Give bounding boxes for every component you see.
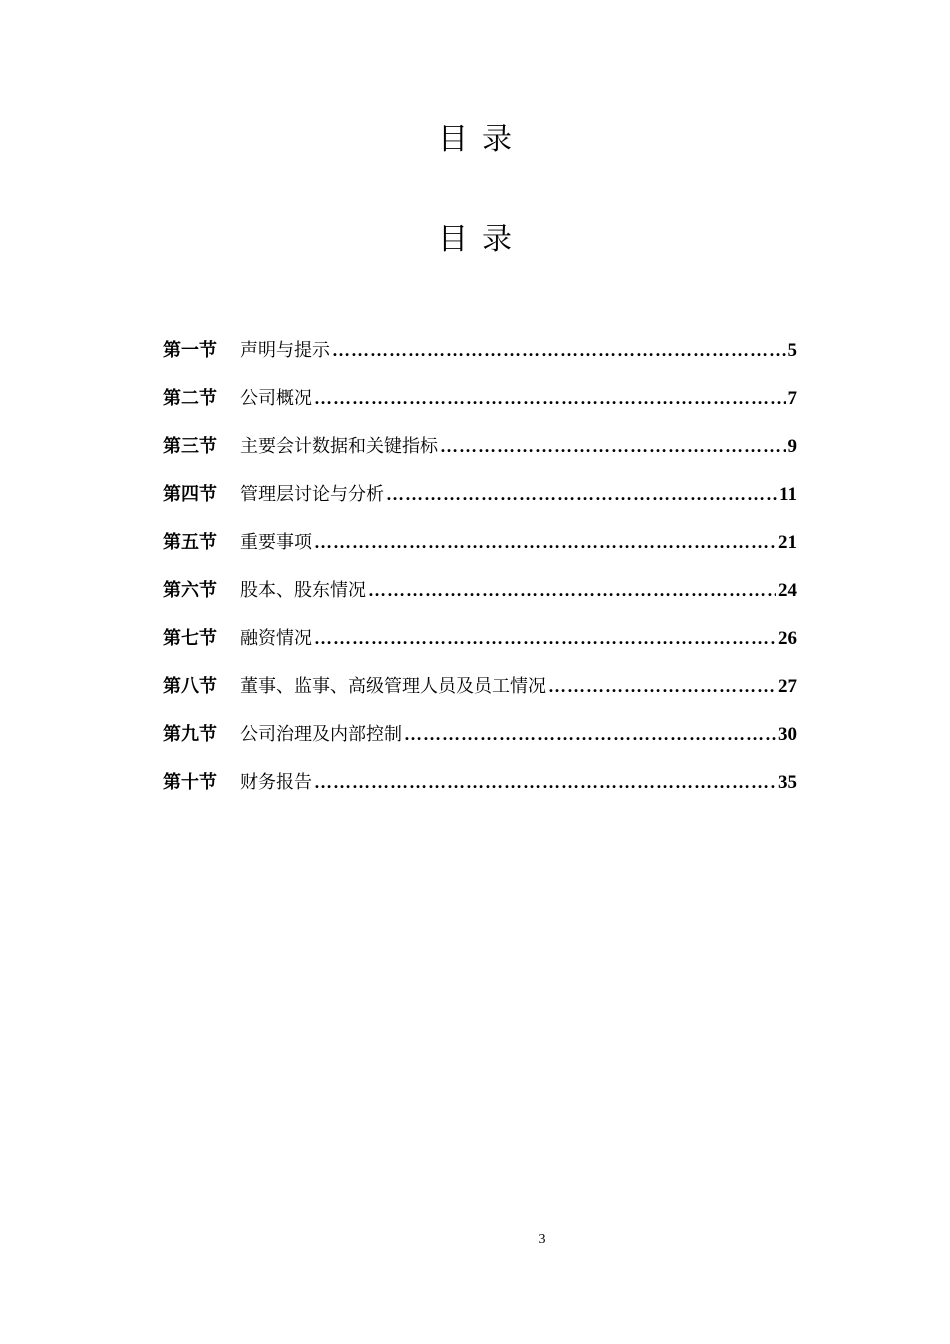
toc-heading: 重要事项	[240, 532, 312, 553]
toc-page-number: 30	[778, 724, 797, 745]
toc-heading: 声明与提示	[240, 340, 330, 361]
toc-entry-7[interactable]	[163, 625, 797, 673]
toc-leader-dots	[386, 481, 777, 507]
toc-heading: 财务报告	[240, 772, 312, 793]
toc-entry-2[interactable]	[163, 385, 797, 433]
toc-entry-5[interactable]	[163, 529, 797, 577]
toc-section-label: 第二节	[163, 388, 217, 409]
toc-leader-dots	[314, 625, 776, 651]
toc-entry-1[interactable]	[163, 337, 797, 385]
toc-entry-10[interactable]	[163, 769, 797, 817]
toc-section-label: 第四节	[163, 484, 217, 505]
toc-page-number: 35	[778, 772, 797, 793]
toc-heading: 管理层讨论与分析	[240, 484, 384, 505]
toc-leader-dots	[440, 433, 786, 459]
toc-entry-9[interactable]	[163, 721, 797, 769]
toc-page-number: 27	[778, 676, 797, 697]
toc-section-label: 第十节	[163, 772, 217, 793]
toc-section-label: 第七节	[163, 628, 217, 649]
toc-leader-dots	[314, 385, 786, 411]
toc-page-number: 11	[779, 484, 797, 505]
toc-leader-dots	[314, 529, 776, 555]
toc-page-number: 7	[787, 388, 797, 409]
toc-heading: 公司治理及内部控制	[240, 724, 402, 745]
toc-leader-dots	[368, 577, 776, 603]
toc-page-number: 21	[778, 532, 797, 553]
toc-heading: 融资情况	[240, 628, 312, 649]
toc-heading: 公司概况	[240, 388, 312, 409]
toc-entry-4[interactable]	[163, 481, 797, 529]
table-of-contents	[163, 337, 797, 817]
toc-entry-8[interactable]	[163, 673, 797, 721]
toc-page-number: 24	[778, 580, 797, 601]
toc-page-number: 9	[787, 436, 797, 457]
toc-section-label: 第六节	[163, 580, 217, 601]
toc-leader-dots	[548, 673, 776, 699]
toc-section-label: 第三节	[163, 436, 217, 457]
toc-section-label: 第九节	[163, 724, 217, 745]
toc-leader-dots	[314, 769, 776, 795]
toc-section-label: 第一节	[163, 340, 217, 361]
toc-leader-dots	[404, 721, 776, 747]
toc-heading: 主要会计数据和关键指标	[240, 436, 438, 457]
toc-entry-3[interactable]	[163, 433, 797, 481]
toc-page-number: 26	[778, 628, 797, 649]
page-title-top: 目录	[438, 122, 526, 157]
toc-section-label: 第五节	[163, 532, 217, 553]
toc-leader-dots	[332, 337, 786, 363]
page-title-main: 目录	[438, 222, 526, 257]
page-number: 3	[538, 1232, 546, 1247]
toc-heading: 股本、股东情况	[240, 580, 366, 601]
toc-section-label: 第八节	[163, 676, 217, 697]
toc-heading: 董事、监事、高级管理人员及员工情况	[240, 676, 546, 697]
toc-page-number: 5	[787, 340, 797, 361]
toc-entry-6[interactable]	[163, 577, 797, 625]
